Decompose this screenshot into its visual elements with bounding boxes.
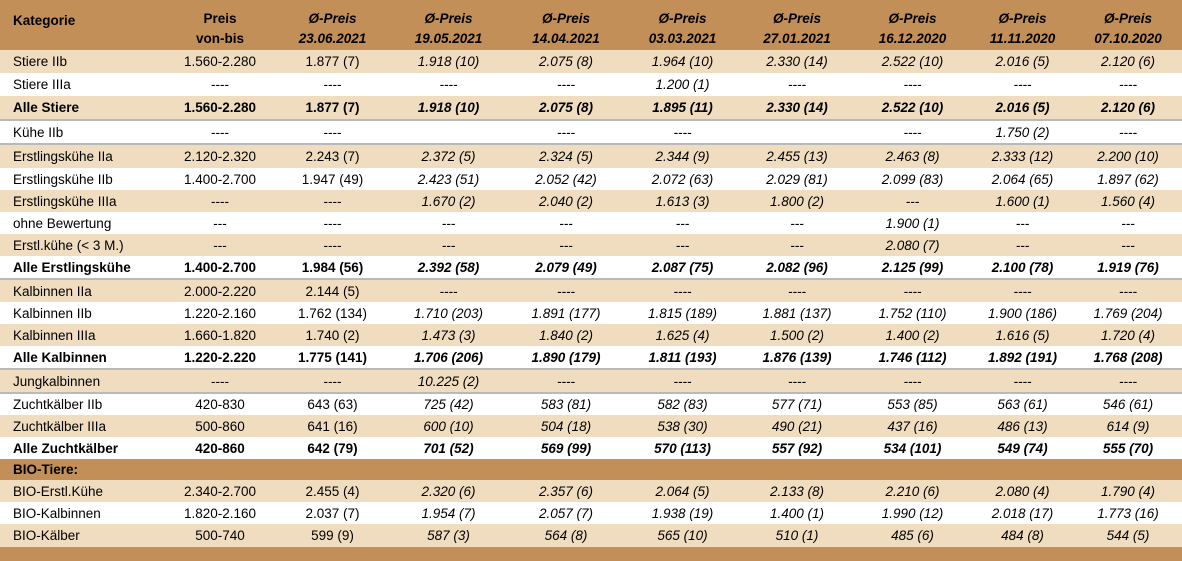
row-label: Jungkalbinnen bbox=[13, 373, 101, 389]
avg-price-cell: 1.750 (2) bbox=[995, 124, 1050, 140]
avg-price-cell: --- bbox=[675, 215, 690, 231]
avg-price-cell: 2.016 (5) bbox=[995, 100, 1050, 115]
header-kategorie bbox=[0, 0, 165, 31]
avg-price-cell: ---- bbox=[673, 283, 692, 299]
price-range-cell: 1.400-2.700 bbox=[183, 171, 257, 187]
avg-price-cell: 1.919 (76) bbox=[1097, 259, 1159, 275]
row-label: Stiere IIb bbox=[13, 54, 68, 69]
avg-price-cell: 1.746 (112) bbox=[878, 349, 947, 365]
avg-price-cell: 510 (1) bbox=[775, 528, 819, 543]
avg-price-cell: 1.616 (5) bbox=[995, 327, 1050, 343]
avg-price-cell: 582 (83) bbox=[657, 397, 708, 412]
avg-price-cell: 557 (92) bbox=[771, 440, 823, 456]
avg-price-cell: 564 (8) bbox=[544, 528, 588, 543]
avg-price-cell: 1.918 (10) bbox=[417, 100, 480, 115]
table-row-alle-kalbinnen bbox=[0, 346, 1182, 368]
avg-price-cell: 563 (61) bbox=[997, 397, 1048, 412]
avg-price-cell: 577 (71) bbox=[771, 397, 823, 412]
avg-price-cell: 2.455 (13) bbox=[766, 149, 828, 164]
header-line-1: Ø-Preis bbox=[424, 11, 473, 26]
table-row-kalbinnen-iiia bbox=[0, 324, 1182, 346]
avg-price-cell: ---- bbox=[788, 283, 806, 299]
avg-price-cell: 2.320 (6) bbox=[421, 483, 476, 499]
avg-price-cell: 553 (85) bbox=[887, 397, 938, 412]
avg-price-cell: 1.600 (1) bbox=[995, 193, 1050, 209]
header-date-3 bbox=[507, 0, 625, 49]
row-label: BIO-Kälber bbox=[13, 528, 80, 543]
table-row-alle-zuchtkaelber bbox=[0, 437, 1182, 459]
header-line-2: 16.12.2020 bbox=[878, 31, 947, 46]
avg-price-cell: ---- bbox=[557, 124, 575, 140]
avg-price-cell: 538 (30) bbox=[657, 418, 708, 434]
avg-price-cell: 1.891 (177) bbox=[531, 305, 601, 321]
avg-price-cell: 2.087 (75) bbox=[651, 259, 714, 275]
avg-price-cell: 1.964 (10) bbox=[651, 54, 714, 69]
avg-price-cell: 2.330 (14) bbox=[766, 100, 828, 115]
divider-jungkalbinnen bbox=[0, 392, 1182, 394]
avg-price-cell: 1.625 (4) bbox=[655, 327, 710, 343]
table-row-bio-kaelber bbox=[0, 524, 1182, 547]
avg-price-cell: 570 (113) bbox=[654, 440, 711, 456]
header-line-2: 23.06.2021 bbox=[298, 31, 367, 46]
avg-price-cell: --- bbox=[790, 237, 804, 253]
avg-price-cell: ---- bbox=[439, 77, 458, 92]
row-label: Kalbinnen IIb bbox=[13, 305, 92, 321]
avg-price-cell: 1.775 (141) bbox=[297, 349, 368, 365]
avg-price-cell: ---- bbox=[788, 373, 806, 389]
avg-price-cell: 2.423 (51) bbox=[417, 171, 480, 187]
table-row-erstlingskuehe-iia bbox=[0, 145, 1182, 168]
avg-price-cell: 725 (42) bbox=[423, 397, 474, 412]
avg-price-cell: 1.473 (3) bbox=[421, 327, 476, 343]
header-line-2: 27.01.2021 bbox=[763, 31, 831, 46]
avg-price-cell: 1.768 (208) bbox=[1093, 349, 1163, 365]
avg-price-cell: 642 (79) bbox=[307, 440, 358, 456]
price-range-cell: 500-860 bbox=[195, 418, 245, 434]
avg-price-cell: 1.720 (4) bbox=[1100, 327, 1156, 343]
avg-price-cell: 1.876 (139) bbox=[762, 349, 832, 365]
avg-price-cell: 2.324 (5) bbox=[538, 149, 594, 164]
avg-price-cell: 2.079 (49) bbox=[535, 259, 597, 275]
row-label: BIO-Erstl.Kühe bbox=[13, 483, 104, 499]
table-row-erstl-kuehe-3-m bbox=[0, 234, 1182, 256]
avg-price-cell: ---- bbox=[1013, 373, 1032, 389]
price-range-cell: 1.400-2.700 bbox=[183, 259, 257, 275]
header-date-4 bbox=[625, 0, 740, 49]
table-row-stiere-iiia bbox=[0, 73, 1182, 96]
avg-price-cell: ---- bbox=[323, 373, 342, 389]
header-line-1: Ø-Preis bbox=[998, 11, 1047, 26]
avg-price-cell: 2.455 (4) bbox=[305, 483, 360, 499]
avg-price-cell: --- bbox=[559, 237, 573, 253]
avg-price-cell: 1.897 (62) bbox=[1097, 171, 1159, 187]
table-row-stiere-iib bbox=[0, 50, 1182, 73]
price-range-cell: ---- bbox=[211, 373, 229, 389]
avg-price-cell: ---- bbox=[1119, 124, 1137, 140]
table-row-alle-stiere bbox=[0, 96, 1182, 119]
row-label: BIO-Kalbinnen bbox=[13, 505, 101, 521]
avg-price-cell: 1.877 (7) bbox=[305, 100, 360, 115]
avg-price-cell: --- bbox=[1121, 215, 1135, 231]
avg-price-cell: 1.790 (4) bbox=[1100, 483, 1156, 499]
avg-price-cell: 1.840 (2) bbox=[538, 327, 594, 343]
avg-price-cell: 2.016 (5) bbox=[995, 54, 1050, 69]
avg-price-cell: 2.080 (7) bbox=[885, 237, 940, 253]
table-row-zuchtkaelber-iib bbox=[0, 394, 1182, 415]
avg-price-cell: ---- bbox=[673, 124, 692, 140]
price-range-cell: 1.560-2.280 bbox=[183, 54, 257, 69]
avg-price-cell: 1.900 (1) bbox=[885, 215, 940, 231]
avg-price-cell: 583 (81) bbox=[540, 397, 592, 412]
avg-price-cell: 643 (63) bbox=[307, 397, 358, 412]
avg-price-cell: 2.120 (6) bbox=[1100, 100, 1156, 115]
section-band-bio bbox=[0, 459, 1182, 480]
avg-price-cell: 1.954 (7) bbox=[421, 505, 476, 521]
avg-price-cell: 437 (16) bbox=[887, 418, 938, 434]
table-header bbox=[0, 0, 1182, 50]
table-row-bio-kalbinnen bbox=[0, 502, 1182, 524]
avg-price-cell: --- bbox=[441, 215, 456, 231]
avg-price-cell: ---- bbox=[903, 124, 922, 140]
avg-price-cell: ---- bbox=[323, 124, 342, 140]
header-preis-von-bis bbox=[165, 0, 275, 49]
price-range-cell: --- bbox=[213, 237, 227, 253]
avg-price-cell: ---- bbox=[323, 193, 342, 209]
price-range-cell: ---- bbox=[211, 193, 229, 209]
avg-price-cell: 2.330 (14) bbox=[766, 54, 828, 69]
avg-price-cell: --- bbox=[1121, 237, 1135, 253]
price-range-cell: 1.660-1.820 bbox=[183, 327, 257, 343]
price-range-cell: 2.340-2.700 bbox=[183, 483, 257, 499]
table-row-ohne-bewertung bbox=[0, 212, 1182, 234]
table-row-bio-erstl-kuehe bbox=[0, 480, 1182, 502]
table-row-kuehe-iib bbox=[0, 121, 1182, 143]
row-label: Erstlingskühe IIa bbox=[13, 149, 113, 164]
avg-price-cell: 534 (101) bbox=[883, 440, 942, 456]
price-range-cell: 1.560-2.280 bbox=[183, 100, 257, 115]
avg-price-cell: 549 (74) bbox=[997, 440, 1048, 456]
avg-price-cell: 1.881 (137) bbox=[762, 305, 832, 321]
avg-price-cell: 2.064 (5) bbox=[655, 483, 710, 499]
price-range-cell: ---- bbox=[211, 77, 229, 92]
avg-price-cell: 544 (5) bbox=[1106, 528, 1150, 543]
avg-price-cell: 614 (9) bbox=[1106, 418, 1150, 434]
avg-price-cell: 1.762 (134) bbox=[297, 305, 368, 321]
row-label: Alle Zuchtkälber bbox=[13, 440, 119, 456]
header-line-1: Preis bbox=[203, 11, 237, 26]
avg-price-cell: 2.357 (6) bbox=[538, 483, 594, 499]
header-line-2: 11.11.2020 bbox=[989, 31, 1056, 46]
avg-price-cell: 504 (18) bbox=[540, 418, 592, 434]
divider-stiere bbox=[0, 119, 1182, 121]
price-range-cell: 500-740 bbox=[195, 528, 245, 543]
avg-price-cell: ---- bbox=[788, 77, 806, 92]
price-range-cell: 2.120-2.320 bbox=[183, 149, 257, 164]
price-range-cell: 1.220-2.160 bbox=[183, 305, 257, 321]
avg-price-cell: 2.133 (8) bbox=[769, 483, 825, 499]
row-label: Zuchtkälber IIb bbox=[13, 397, 103, 412]
avg-price-cell: 2.392 (58) bbox=[417, 259, 480, 275]
avg-price-cell: 1.752 (110) bbox=[878, 305, 947, 321]
avg-price-cell: 2.125 (99) bbox=[881, 259, 944, 275]
avg-price-cell: 1.800 (2) bbox=[769, 193, 825, 209]
header-line-2: 03.03.2021 bbox=[648, 31, 717, 46]
divider-kalbinnen bbox=[0, 368, 1182, 370]
avg-price-cell: ---- bbox=[1119, 283, 1137, 299]
avg-price-cell: 2.100 (78) bbox=[991, 259, 1054, 275]
avg-price-cell: ---- bbox=[557, 77, 575, 92]
header-line-1: Ø-Preis bbox=[308, 11, 357, 26]
avg-price-cell: 1.613 (3) bbox=[655, 193, 710, 209]
row-label: ohne Bewertung bbox=[13, 215, 112, 231]
price-range-cell: 1.220-2.220 bbox=[183, 349, 257, 365]
price-range-cell: --- bbox=[213, 215, 227, 231]
header-line-1: Ø-Preis bbox=[658, 11, 707, 26]
row-label: Kalbinnen IIIa bbox=[13, 327, 96, 343]
avg-price-cell: 2.082 (96) bbox=[766, 259, 828, 275]
avg-price-cell: ---- bbox=[1119, 373, 1137, 389]
avg-price-cell: ---- bbox=[323, 215, 342, 231]
row-label: Erstlingskühe IIb bbox=[13, 171, 113, 187]
avg-price-cell: 555 (70) bbox=[1102, 440, 1154, 456]
divider-erstlingskuehe bbox=[0, 278, 1182, 280]
header-line-2: von-bis bbox=[195, 31, 244, 46]
table-row-erstlingskuehe-iib bbox=[0, 168, 1182, 190]
avg-price-cell: 1.400 (1) bbox=[769, 505, 825, 521]
header-line-1: Ø-Preis bbox=[1103, 11, 1153, 26]
avg-price-cell: 1.895 (11) bbox=[652, 100, 713, 115]
avg-price-cell: --- bbox=[1015, 237, 1030, 253]
avg-price-cell: 641 (16) bbox=[307, 418, 358, 434]
avg-price-cell: 701 (52) bbox=[423, 440, 474, 456]
avg-price-cell: ---- bbox=[557, 373, 575, 389]
avg-price-cell: 599 (9) bbox=[311, 528, 354, 543]
header-line-1: Ø-Preis bbox=[772, 11, 822, 26]
header-date-8 bbox=[1074, 0, 1182, 49]
avg-price-cell: 2.144 (5) bbox=[305, 283, 360, 299]
avg-price-cell: 2.210 (6) bbox=[885, 483, 940, 499]
avg-price-cell: 1.500 (2) bbox=[769, 327, 825, 343]
avg-price-cell: 2.040 (2) bbox=[538, 193, 594, 209]
row-label: Erstl.kühe (< 3 M.) bbox=[13, 237, 124, 253]
avg-price-cell: ---- bbox=[323, 77, 342, 92]
avg-price-cell: --- bbox=[441, 237, 456, 253]
header-date-6 bbox=[854, 0, 971, 49]
avg-price-cell: 2.029 (81) bbox=[766, 171, 828, 187]
row-label: Alle Erstlingskühe bbox=[13, 259, 131, 275]
avg-price-cell: 2.018 (17) bbox=[991, 505, 1054, 521]
avg-price-cell: ---- bbox=[903, 77, 922, 92]
avg-price-cell: 1.560 (4) bbox=[1100, 193, 1156, 209]
avg-price-cell: 10.225 (2) bbox=[417, 373, 480, 389]
avg-price-cell: --- bbox=[905, 193, 920, 209]
avg-price-cell: 1.769 (204) bbox=[1093, 305, 1163, 321]
avg-price-cell: 1.877 (7) bbox=[305, 54, 360, 69]
avg-price-cell: 1.938 (19) bbox=[651, 505, 714, 521]
row-label: Erstlingskühe IIIa bbox=[13, 193, 117, 209]
avg-price-cell: ---- bbox=[557, 283, 575, 299]
avg-price-cell: 2.243 (7) bbox=[305, 149, 360, 164]
avg-price-cell: ---- bbox=[439, 283, 458, 299]
avg-price-cell: 1.892 (191) bbox=[987, 349, 1058, 365]
table-footer-band bbox=[0, 547, 1182, 561]
avg-price-cell: 2.075 (8) bbox=[538, 54, 594, 69]
avg-price-cell: ---- bbox=[1119, 77, 1137, 92]
avg-price-cell: 2.075 (8) bbox=[538, 100, 594, 115]
avg-price-cell: 1.947 (49) bbox=[301, 171, 364, 187]
avg-price-cell: 1.773 (16) bbox=[1097, 505, 1159, 521]
avg-price-cell: 569 (99) bbox=[540, 440, 592, 456]
avg-price-cell: 1.740 (2) bbox=[305, 327, 360, 343]
row-label: Alle Kalbinnen bbox=[13, 349, 107, 365]
avg-price-cell: 587 (3) bbox=[427, 528, 470, 543]
header-line-1: Ø-Preis bbox=[541, 11, 591, 26]
header-line-1: Ø-Preis bbox=[888, 11, 937, 26]
row-label: Kühe IIb bbox=[13, 124, 64, 140]
avg-price-cell: 1.400 (2) bbox=[885, 327, 940, 343]
row-label: Kalbinnen IIa bbox=[13, 283, 92, 299]
table-row-jungkalbinnen bbox=[0, 370, 1182, 392]
divider-kuehe bbox=[0, 143, 1182, 145]
table-row-kalbinnen-iia bbox=[0, 280, 1182, 302]
avg-price-cell: 565 (10) bbox=[657, 528, 708, 543]
avg-price-cell: 2.372 (5) bbox=[421, 149, 476, 164]
row-label: BIO-Tiere: bbox=[13, 462, 79, 477]
avg-price-cell: 2.057 (7) bbox=[538, 505, 594, 521]
avg-price-cell: 2.064 (65) bbox=[991, 171, 1054, 187]
avg-price-cell: 546 (61) bbox=[1102, 397, 1154, 412]
header-line-2: 14.04.2021 bbox=[532, 31, 600, 46]
avg-price-cell: 2.099 (83) bbox=[881, 171, 944, 187]
avg-price-cell: 486 (13) bbox=[997, 418, 1048, 434]
avg-price-cell: ---- bbox=[903, 373, 922, 389]
avg-price-cell: ---- bbox=[1013, 77, 1032, 92]
avg-price-cell: 1.990 (12) bbox=[881, 505, 944, 521]
avg-price-cell: 1.900 (186) bbox=[987, 305, 1058, 321]
avg-price-cell: 2.522 (10) bbox=[881, 100, 944, 115]
avg-price-cell: 1.670 (2) bbox=[421, 193, 476, 209]
avg-price-cell: --- bbox=[675, 237, 690, 253]
avg-price-cell: 2.037 (7) bbox=[305, 505, 360, 521]
avg-price-cell: 2.072 (63) bbox=[651, 171, 714, 187]
avg-price-cell: 2.052 (42) bbox=[535, 171, 597, 187]
avg-price-cell: 2.463 (8) bbox=[885, 149, 940, 164]
avg-price-cell: --- bbox=[559, 215, 573, 231]
price-range-cell: 420-860 bbox=[195, 440, 245, 456]
row-label: Alle Stiere bbox=[13, 100, 80, 115]
avg-price-cell: 490 (21) bbox=[771, 418, 823, 434]
avg-price-cell: ---- bbox=[323, 237, 342, 253]
avg-price-cell: 600 (10) bbox=[423, 418, 474, 434]
avg-price-cell: 1.710 (203) bbox=[413, 305, 484, 321]
avg-price-cell: ---- bbox=[673, 373, 692, 389]
table-row-alle-erstlingskuehe bbox=[0, 256, 1182, 278]
price-range-cell: ---- bbox=[211, 124, 229, 140]
table-row-erstlingskuehe-iiia bbox=[0, 190, 1182, 212]
avg-price-cell: 1.890 (179) bbox=[531, 349, 601, 365]
header-line-2: 19.05.2021 bbox=[414, 31, 483, 46]
avg-price-cell: 484 (8) bbox=[1001, 528, 1044, 543]
header-date-7 bbox=[971, 0, 1074, 49]
avg-price-cell: 2.120 (6) bbox=[1100, 54, 1156, 69]
avg-price-cell: --- bbox=[1015, 215, 1030, 231]
avg-price-cell: 2.080 (4) bbox=[995, 483, 1050, 499]
price-range-cell: 2.000-2.220 bbox=[183, 283, 257, 299]
price-range-cell: 420-830 bbox=[195, 397, 245, 412]
avg-price-cell: 2.333 (12) bbox=[991, 149, 1054, 164]
price-range-cell: 1.820-2.160 bbox=[183, 505, 257, 521]
avg-price-cell: 1.815 (189) bbox=[647, 305, 718, 321]
avg-price-cell: 2.200 (10) bbox=[1097, 149, 1159, 164]
avg-price-cell: 2.522 (10) bbox=[881, 54, 944, 69]
avg-price-cell: 1.200 (1) bbox=[655, 77, 710, 92]
avg-price-cell: 1.918 (10) bbox=[417, 54, 480, 69]
avg-price-cell: 2.344 (9) bbox=[655, 149, 710, 164]
table-row-zuchtkaelber-iiia bbox=[0, 415, 1182, 437]
avg-price-cell: 485 (6) bbox=[891, 528, 934, 543]
header-line-1: Kategorie bbox=[13, 13, 76, 28]
avg-price-cell: ---- bbox=[1013, 283, 1032, 299]
header-date-2 bbox=[390, 0, 507, 49]
avg-price-cell: 1.811 (193) bbox=[648, 349, 717, 365]
table-row-kalbinnen-iib bbox=[0, 302, 1182, 324]
avg-price-cell: ---- bbox=[903, 283, 922, 299]
header-date-5 bbox=[740, 0, 854, 49]
header-date-1 bbox=[275, 0, 390, 49]
avg-price-cell: --- bbox=[790, 215, 804, 231]
avg-price-cell: 1.706 (206) bbox=[413, 349, 484, 365]
row-label: Zuchtkälber IIIa bbox=[13, 418, 107, 434]
avg-price-cell: 1.984 (56) bbox=[301, 259, 364, 275]
row-label: Stiere IIIa bbox=[13, 77, 71, 92]
header-line-2: 07.10.2020 bbox=[1094, 31, 1162, 46]
